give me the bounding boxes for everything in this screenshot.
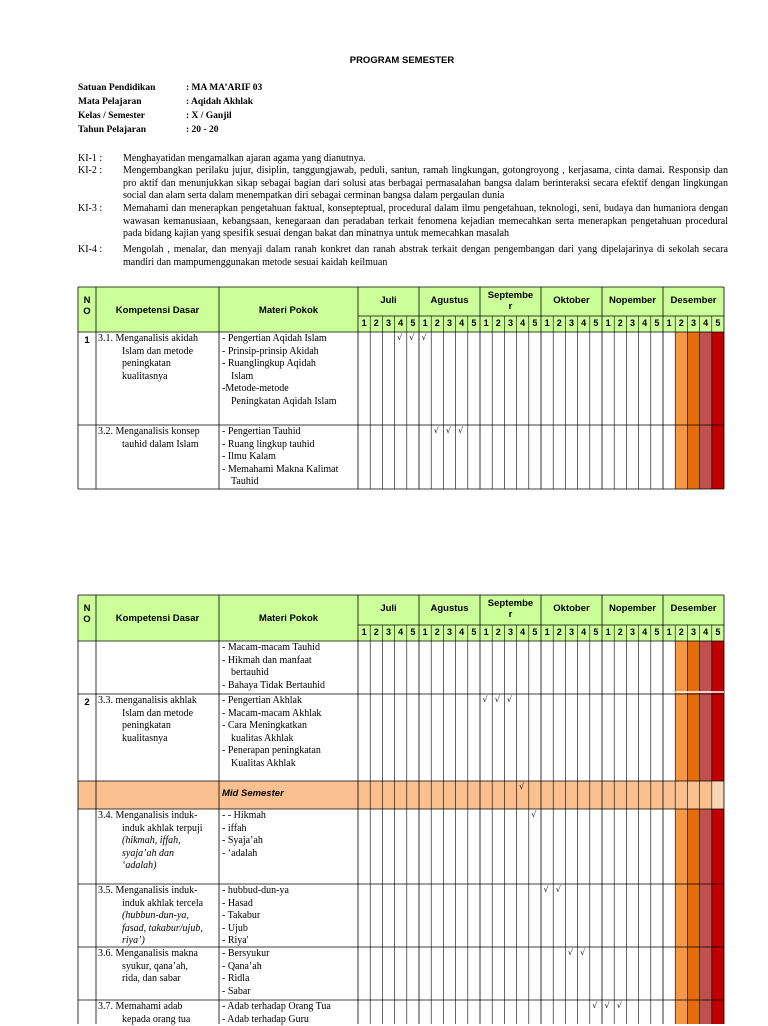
header-week-number: 4 [578, 627, 590, 637]
header-week-number: 4 [395, 318, 407, 328]
materi-line: Islam [222, 371, 337, 384]
header-week-number: 2 [614, 318, 626, 328]
check-mark: √ [580, 948, 585, 957]
header-week-number: 2 [675, 318, 687, 328]
kd-line: fasad, takabur/ujub, [98, 923, 203, 936]
materi-line: - Adab terhadap Orang Tua [222, 1001, 331, 1014]
materi-line: - Memahami Makna Kalimat [222, 464, 338, 477]
december-week-fill [675, 641, 687, 1024]
identity-value: : Aqidah Akhlak [186, 97, 253, 107]
materi-line: Tauhid [222, 476, 338, 489]
ki-text: Mengembangkan perilaku jujur, disiplin, tanggungjawab, peduli, santun, ramah lingkungan, gotongroyong , kerjasama, cinta damai. Responsip dan pro aktif dan menunjukkan sikap sebagai bagian dari solusi atas berbagai permasalahan bangsa dalam berinteraksi secara efektif dengan lingkungan social dan alam serta dalam menempatkan diri sebagai cerminan bangsa dalam pergaulan dunia [123, 165, 728, 203]
header-week-number: 5 [712, 318, 724, 328]
header-month [602, 603, 663, 614]
materi-line: kualitas Akhlak [222, 733, 321, 746]
header-week-number: 2 [614, 627, 626, 637]
header-week-number: 5 [590, 627, 602, 637]
identity-value: : MA MA’ARIF 03 [186, 83, 262, 93]
header-week-number: 2 [370, 318, 382, 328]
check-mark: √ [434, 426, 439, 435]
ki-label: KI-1 : [78, 153, 102, 166]
kd-line: ‘adalah) [98, 860, 203, 873]
materi-line: - Macam-macam Tauhid [222, 642, 325, 655]
kd-line: rida, dan sabar [98, 973, 198, 986]
kompetensi-dasar-cell [98, 1001, 190, 1026]
kd-line: induk akhlak tercela [98, 898, 203, 911]
check-mark: √ [544, 885, 549, 894]
header-materi-pokok: Materi Pokok [219, 305, 358, 316]
materi-line: - hubbud-dun-ya [222, 885, 289, 898]
header-week-number: 5 [468, 627, 480, 637]
header-week-number: 4 [578, 318, 590, 328]
ki-text: Mengolah , menalar, dan menyaji dalam ranah konkret dan ranah abstrak terkait dengan pengembangan dari yang dipelajarinya di sekolah secara mandiri dan mampumenggunakan metode sesuai kaidah keilmuan [123, 244, 728, 269]
check-mark: √ [556, 885, 561, 894]
materi-line: - iffah [222, 823, 266, 836]
materi-line: - Pengertian Aqidah Islam [222, 333, 337, 346]
header-week-number: 3 [626, 627, 638, 637]
december-week-fill [687, 641, 699, 1024]
check-mark: √ [446, 426, 451, 435]
header-month-part: Juli [358, 295, 419, 306]
header-month-part: Juli [358, 603, 419, 614]
materi-line: - Ilmu Kalam [222, 451, 338, 464]
header-week-number: 1 [480, 318, 492, 328]
materi-pokok-cell [222, 1001, 331, 1026]
header-week-number: 2 [431, 318, 443, 328]
materi-line: Kualitas Akhlak [222, 758, 321, 771]
materi-line: - Adab terhadap Guru [222, 1014, 331, 1026]
header-no-part: N [78, 603, 96, 614]
header-week-number: 5 [651, 318, 663, 328]
identity-label: Kelas / Semester [78, 111, 186, 121]
materi-line: - Ujub [222, 923, 289, 936]
header-month [541, 603, 602, 614]
identity-value: : X / Ganjil [186, 111, 232, 121]
kd-line: kepada orang tua [98, 1014, 190, 1026]
header-week-number: 5 [529, 627, 541, 637]
materi-line: Peningkatan Aqidah Islam [222, 396, 337, 409]
mid-semester-week-fill [712, 781, 724, 809]
ki-label: KI-3 : [78, 203, 102, 216]
header-month-part: Desember [663, 295, 724, 306]
check-mark: √ [605, 1001, 610, 1010]
kd-line: Islam dan metode [98, 346, 198, 359]
header-month-part: r [480, 609, 541, 620]
header-week-number: 5 [590, 318, 602, 328]
materi-line: - Hasad [222, 898, 289, 911]
header-week-number: 4 [517, 318, 529, 328]
kd-line: 3.3. menganalisis akhlak [98, 695, 197, 708]
header-week-number: 4 [456, 627, 468, 637]
header-week-number: 3 [687, 318, 699, 328]
header-week-number: 4 [700, 318, 712, 328]
header-week-number: 2 [492, 627, 504, 637]
materi-pokok-cell [222, 810, 266, 860]
kd-line: riya’) [98, 935, 203, 948]
header-week-number: 5 [407, 318, 419, 328]
kd-line: kualitasnya [98, 733, 197, 746]
header-week-number: 2 [492, 318, 504, 328]
materi-line: - Macam-macam Akhlak [222, 708, 321, 721]
materi-line: - Qana’ah [222, 961, 270, 974]
header-month-part: Nopember [602, 295, 663, 306]
header-kompetensi-dasar: Kompetensi Dasar [96, 613, 219, 624]
header-week-number: 5 [468, 318, 480, 328]
check-mark: √ [568, 948, 573, 957]
header-week-number: 3 [565, 318, 577, 328]
ki-text: Menghayatidan mengamalkan ajaran agama yang dianutnya. [123, 153, 728, 166]
december-week-fill [712, 641, 724, 1024]
header-month [663, 603, 724, 614]
kd-line: induk akhlak terpuji [98, 823, 203, 836]
header-week-number: 2 [675, 627, 687, 637]
header-week-number: 3 [504, 627, 516, 637]
check-mark: √ [495, 695, 500, 704]
kd-line: Islam dan metode [98, 708, 197, 721]
header-week-number: 5 [407, 627, 419, 637]
header-week-number: 1 [663, 318, 675, 328]
header-month [419, 603, 480, 614]
header-month-part: r [480, 301, 541, 312]
header-week-number: 5 [529, 318, 541, 328]
identity-label: Satuan Pendidikan [78, 83, 186, 93]
kd-line: 3.6. Menganalisis makna [98, 948, 198, 961]
materi-line: - Pengertian Akhlak [222, 695, 321, 708]
kd-line: 3.2. Menganalisis konsep [98, 426, 200, 439]
materi-line: - - Hikmah [222, 810, 266, 823]
kd-line: 3.5. Menganalisis induk- [98, 885, 203, 898]
header-week-number: 3 [565, 627, 577, 637]
header-materi-pokok: Materi Pokok [219, 613, 358, 624]
header-week-number: 4 [395, 627, 407, 637]
kd-line: syaja’ah dan [98, 848, 203, 861]
ki-label: KI-2 : [78, 165, 102, 178]
header-no-part: N [78, 295, 96, 306]
header-month [358, 603, 419, 614]
kd-line: peningkatan [98, 720, 197, 733]
header-week-number: 1 [663, 627, 675, 637]
materi-line: - ‘adalah [222, 848, 266, 861]
materi-pokok-cell [222, 642, 325, 692]
check-mark: √ [531, 810, 536, 819]
materi-pokok-cell [222, 885, 289, 948]
header-week-number: 2 [553, 318, 565, 328]
kompetensi-dasar-cell [98, 695, 197, 745]
check-mark: √ [507, 695, 512, 704]
header-week-number: 1 [602, 627, 614, 637]
kd-line: (hikmah, iffah, [98, 835, 203, 848]
header-month-part: Oktober [541, 295, 602, 306]
header-week-number: 3 [687, 627, 699, 637]
check-mark: √ [458, 426, 463, 435]
materi-line: bertauhid [222, 667, 325, 680]
check-mark: √ [409, 333, 414, 342]
header-kompetensi-dasar: Kompetensi Dasar [96, 305, 219, 316]
materi-line: - Bahaya Tidak Bertauhid [222, 680, 325, 693]
ki-text: Memahami dan menerapkan pengetahuan faktual, konsepteptual, procedural dalam ilmu pengetahuan, teknologi, seni, budaya dan humaniora dengan wawasan kemanusiaan, kebangsaan, kenegaraan dan peradaban terkait fenomena kejadian memecahkan serta menerapkan pengetahuan procedural pada bidang kajian yang spesifik sesuai dengan bakat dan minatnya untuk memecahkan masalah [123, 203, 728, 241]
identity-label: Mata Pelajaran [78, 97, 186, 107]
header-no-part: O [78, 306, 96, 317]
header-week-number: 1 [541, 627, 553, 637]
materi-line: - Pengertian Tauhid [222, 426, 338, 439]
header-month-part: Nopember [602, 603, 663, 614]
kompetensi-dasar-cell [98, 810, 203, 873]
header-month-part: Septembe [480, 598, 541, 609]
check-mark: √ [397, 333, 402, 342]
kd-line: tauhid dalam Islam [98, 439, 200, 452]
header-no [78, 603, 96, 625]
header-week-number: 5 [651, 627, 663, 637]
row-number: 2 [78, 697, 96, 708]
header-week-number: 3 [443, 318, 455, 328]
header-week-number: 3 [382, 627, 394, 637]
check-mark: √ [592, 1001, 597, 1010]
check-mark: √ [483, 695, 488, 704]
materi-line: - Cara Meningkatkan [222, 720, 321, 733]
ki-label: KI-4 : [78, 244, 102, 257]
kd-line: (hubbun-dun-ya, [98, 910, 203, 923]
december-week-fill [700, 641, 712, 1024]
mid-semester-label [222, 788, 284, 801]
header-week-number: 4 [700, 627, 712, 637]
identity-value: : 20 - 20 [186, 125, 218, 135]
header-week-number: 2 [431, 627, 443, 637]
header-week-number: 4 [639, 627, 651, 637]
materi-line: - Syaja’ah [222, 835, 266, 848]
header-month-part: Agustus [419, 603, 480, 614]
materi-line: - Prinsip-prinsip Akidah [222, 346, 337, 359]
check-mark: √ [617, 1001, 622, 1010]
kd-line: peningkatan [98, 358, 198, 371]
header-month-part: Desember [663, 603, 724, 614]
header-week-number: 1 [419, 627, 431, 637]
materi-line: - Ruang lingkup tauhid [222, 439, 338, 452]
kompetensi-dasar-cell [98, 948, 198, 986]
materi-line: - Penerapan peningkatan [222, 745, 321, 758]
check-mark: √ [422, 333, 427, 342]
document-title: PROGRAM SEMESTER [0, 55, 768, 66]
header-week-number: 2 [370, 627, 382, 637]
header-week-number: 4 [456, 318, 468, 328]
header-month-part: Septembe [480, 290, 541, 301]
header-week-number: 1 [480, 627, 492, 637]
materi-pokok-cell [222, 948, 270, 998]
materi-line: -Metode-metode [222, 383, 337, 396]
materi-line: - Takabur [222, 910, 289, 923]
kompetensi-dasar-cell [98, 885, 203, 948]
header-week-number: 5 [712, 627, 724, 637]
header-week-number: 4 [517, 627, 529, 637]
header-week-number: 3 [382, 318, 394, 328]
kd-line: 3.7. Memahami adab [98, 1001, 190, 1014]
header-week-number: 4 [639, 318, 651, 328]
materi-line: - Ridla [222, 973, 270, 986]
materi-line: Mid Semester [222, 788, 284, 801]
header-week-number: 3 [626, 318, 638, 328]
header-no-part: O [78, 614, 96, 625]
header-week-number: 3 [504, 318, 516, 328]
header-week-number: 2 [553, 627, 565, 637]
row-number: 1 [78, 335, 96, 346]
kd-line: syukur, qana’ah, [98, 961, 198, 974]
identity-label: Tahun Pelajaran [78, 125, 186, 135]
materi-line: - Hikmah dan manfaat [222, 655, 325, 668]
check-mark: √ [519, 782, 524, 791]
header-week-number: 1 [358, 627, 370, 637]
header-week-number: 3 [443, 627, 455, 637]
materi-line: - Riya' [222, 935, 289, 948]
header-week-number: 1 [358, 318, 370, 328]
materi-line: - Sabar [222, 986, 270, 999]
header-week-number: 1 [419, 318, 431, 328]
header-week-number: 1 [602, 318, 614, 328]
kd-line: 3.4. Menganalisis induk- [98, 810, 203, 823]
header-month [480, 598, 541, 620]
kd-line: 3.1. Menganalisis akidah [98, 333, 198, 346]
header-month-part: Oktober [541, 603, 602, 614]
materi-pokok-cell [222, 695, 321, 770]
materi-line: - Ruanglingkup Aqidah [222, 358, 337, 371]
materi-line: - Bersyukur [222, 948, 270, 961]
header-month-part: Agustus [419, 295, 480, 306]
header-week-number: 1 [541, 318, 553, 328]
kd-line: kualitasnya [98, 371, 198, 384]
